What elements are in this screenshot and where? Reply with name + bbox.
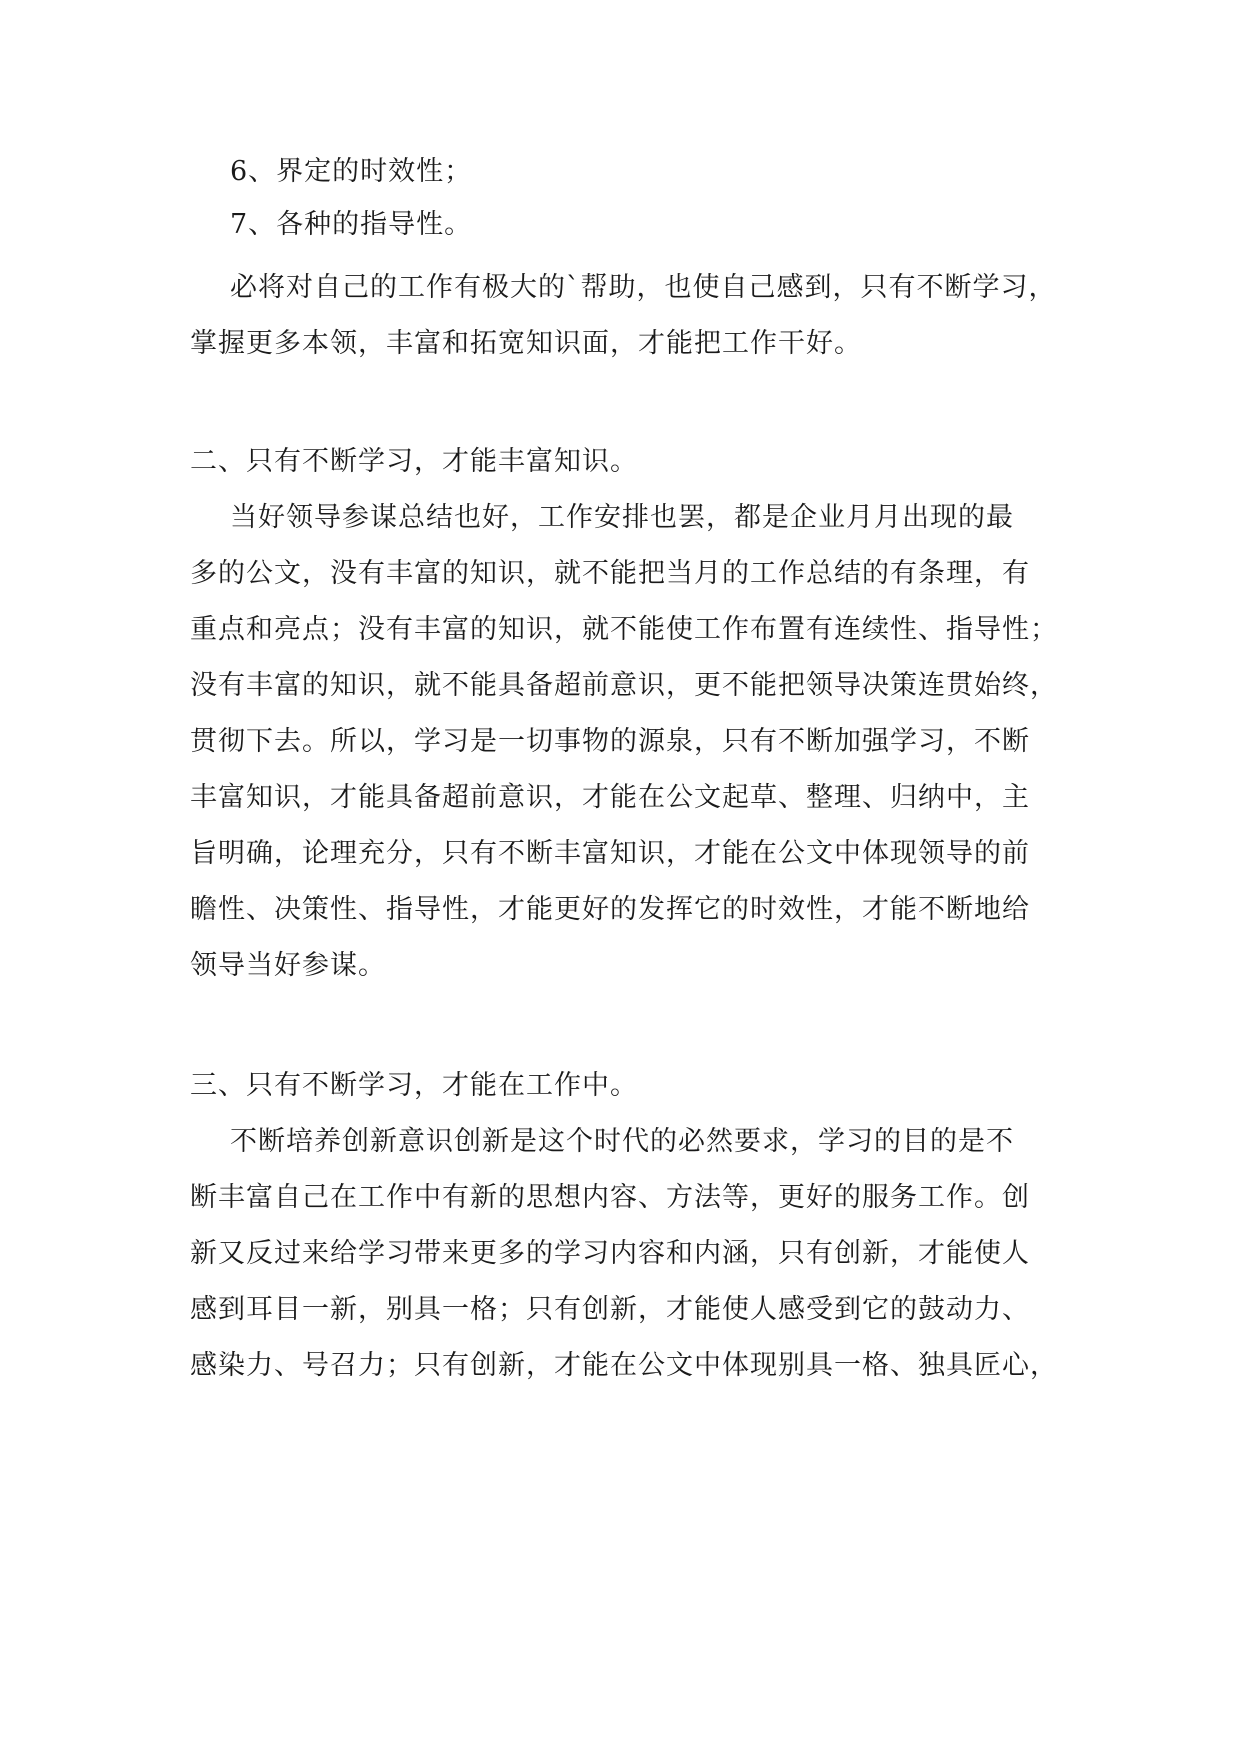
paragraph-line: 掌握更多本领，丰富和拓宽知识面，才能把工作干好。 xyxy=(190,328,862,359)
paragraph-line: 当好领导参谋总结也好，工作安排也罢，都是企业月月出现的最 xyxy=(230,502,1014,533)
paragraph-line: 领导当好参谋。 xyxy=(190,950,386,981)
paragraph-line: 丰富知识，才能具备超前意识，才能在公文起草、整理、归纳中，主 xyxy=(190,782,1030,813)
list-item-6: 6、界定的时效性； xyxy=(230,156,473,187)
paragraph-line: 贯彻下去。所以，学习是一切事物的源泉，只有不断加强学习，不断 xyxy=(190,726,1030,757)
paragraph-line: 重点和亮点；没有丰富的知识，就不能使工作布置有连续性、指导性； xyxy=(190,614,1058,645)
paragraph-line: 旨明确，论理充分，只有不断丰富知识，才能在公文中体现领导的前 xyxy=(190,838,1030,869)
paragraph-line: 瞻性、决策性、指导性，才能更好的发挥它的时效性，才能不断地给 xyxy=(190,894,1030,925)
paragraph-line: 必将对自己的工作有极大的`帮助，也使自己感到，只有不断学习， xyxy=(230,272,1057,303)
paragraph-line: 不断培养创新意识创新是这个时代的必然要求，学习的目的是不 xyxy=(230,1126,1014,1157)
paragraph-line: 新又反过来给学习带来更多的学习内容和内涵，只有创新，才能使人 xyxy=(190,1238,1030,1269)
section-heading-2: 二、只有不断学习，才能丰富知识。 xyxy=(190,446,638,477)
paragraph-line: 没有丰富的知识，就不能具备超前意识，更不能把领导决策连贯始终， xyxy=(190,670,1058,701)
list-item-7: 7、各种的指导性。 xyxy=(230,209,473,240)
section-heading-3: 三、只有不断学习，才能在工作中。 xyxy=(190,1070,638,1101)
paragraph-line: 感到耳目一新，别具一格；只有创新，才能使人感受到它的鼓动力、 xyxy=(190,1294,1030,1325)
paragraph-line: 感染力、号召力；只有创新，才能在公文中体现别具一格、独具匠心， xyxy=(190,1350,1058,1381)
paragraph-line: 断丰富自己在工作中有新的思想内容、方法等，更好的服务工作。创 xyxy=(190,1182,1030,1213)
paragraph-line: 多的公文，没有丰富的知识，就不能把当月的工作总结的有条理，有 xyxy=(190,558,1030,589)
